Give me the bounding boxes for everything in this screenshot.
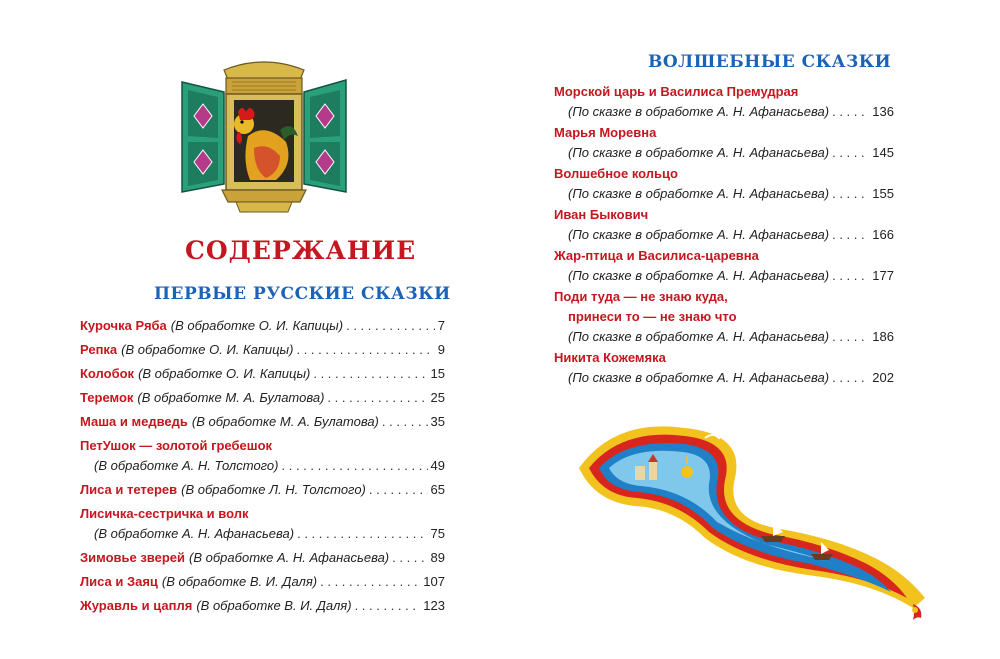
toc-entry[interactable] (80, 572, 445, 592)
flying-carpet-icon (575, 408, 935, 620)
entry-title: Зимовье зверей (80, 550, 186, 565)
dot-leader (355, 596, 421, 616)
dot-leader (832, 327, 869, 347)
page-number: 49 (430, 458, 445, 473)
entry-note: (В обработке О. И. Капицы) (138, 366, 311, 381)
entry-note: (По сказке в обработке А. Н. Афанасьева) (568, 186, 830, 201)
entry-note: (По сказке в обработке А. Н. Афанасьева) (568, 227, 830, 242)
entry-note: (В обработке М. А. Булатова) (191, 414, 379, 429)
page-number: 186 (872, 329, 894, 344)
toc-entry[interactable] (554, 246, 894, 286)
entry-note: (В обработке О. И. Капицы) (170, 318, 344, 333)
entry-note: (В обработке М. А. Булатова) (137, 390, 325, 405)
entry-title: ПетУшок — золотой гребешок (80, 438, 273, 453)
entry-title: Лиса и тетерев (80, 482, 178, 497)
dot-leader (296, 340, 434, 360)
entry-title: Морской царь и Василиса Премудрая (554, 84, 799, 99)
dot-leader (282, 456, 428, 476)
entry-note: (По сказке в обработке А. Н. Афанасьева) (568, 329, 830, 344)
toc-entry[interactable] (80, 436, 445, 476)
toc-entry[interactable] (80, 412, 445, 432)
entry-title: Поди туда — не знаю куда, (554, 289, 728, 304)
entry-note: (В обработке Л. Н. Толстого) (181, 482, 366, 497)
dot-leader (832, 225, 869, 245)
dot-leader (320, 572, 420, 592)
section-title-first-tales: ПЕРВЫЕ РУССКИЕ СКАЗКИ (154, 284, 451, 304)
toc-entry[interactable] (554, 82, 894, 122)
entry-note: (В обработке В. И. Даля) (196, 598, 352, 613)
dot-leader (832, 184, 869, 204)
toc-entry[interactable] (554, 205, 894, 245)
toc-entry[interactable] (80, 548, 445, 568)
toc-entry[interactable] (80, 316, 445, 336)
page-number: 7 (437, 318, 445, 333)
rooster-in-window-icon (176, 52, 352, 216)
entry-title: Марья Моревна (554, 125, 657, 140)
page-number: 136 (872, 104, 894, 119)
entry-note: (По сказке в обработке А. Н. Афанасьева) (568, 370, 830, 385)
toc-entry[interactable] (554, 123, 894, 163)
toc-entry[interactable] (80, 596, 445, 616)
toc-list-magic-tales (554, 82, 894, 389)
entry-note: (В обработке А. Н. Афанасьева) (189, 550, 390, 565)
entry-title: Жар-птица и Василиса-царевна (554, 248, 759, 263)
entry-title: Лисичка-сестричка и волк (80, 506, 249, 521)
dot-leader (313, 364, 427, 384)
entry-title: Курочка Ряба (80, 318, 167, 333)
toc-entry[interactable] (80, 364, 445, 384)
toc-entry[interactable] (80, 504, 445, 544)
entry-note: (В обработке А. Н. Афанасьева) (94, 526, 295, 541)
entry-note: (По сказке в обработке А. Н. Афанасьева) (568, 145, 830, 160)
toc-entry[interactable] (80, 340, 445, 360)
page-number: 89 (430, 550, 445, 565)
entry-title-line2: принеси то — не знаю что (568, 309, 737, 324)
entry-title: Лиса и Заяц (80, 574, 158, 589)
page-number: 177 (872, 268, 894, 283)
page-number: 202 (872, 370, 894, 385)
dot-leader (392, 548, 427, 568)
dot-leader (832, 266, 869, 286)
entry-note: (В обработке В. И. Даля) (161, 574, 318, 589)
entry-title: Иван Быкович (554, 207, 649, 222)
page-number: 155 (872, 186, 894, 201)
entry-title: Теремок (80, 390, 134, 405)
entry-note: (По сказке в обработке А. Н. Афанасьева) (568, 268, 830, 283)
entry-title: Журавль и цапля (80, 598, 193, 613)
entry-note: (В обработке О. И. Капицы) (121, 342, 294, 357)
dot-leader (346, 316, 435, 336)
page-number: 65 (430, 482, 445, 497)
dot-leader (369, 480, 428, 500)
dot-leader (832, 368, 869, 388)
dot-leader (832, 143, 869, 163)
page-number: 15 (430, 366, 445, 381)
page-number: 166 (872, 227, 894, 242)
page-number: 9 (437, 342, 445, 357)
entry-title: Репка (80, 342, 118, 357)
entry-note: (По сказке в обработке А. Н. Афанасьева) (568, 104, 830, 119)
entry-title: Волшебное кольцо (554, 166, 678, 181)
entry-title: Маша и медведь (80, 414, 188, 429)
page-number: 123 (423, 598, 445, 613)
entry-title: Колобок (80, 366, 135, 381)
toc-entry[interactable] (554, 164, 894, 204)
page-number: 145 (872, 145, 894, 160)
entry-note: (В обработке А. Н. Толстого) (94, 458, 279, 473)
page-number: 107 (423, 574, 445, 589)
page-number: 35 (430, 414, 445, 429)
section-title-magic-tales: ВОЛШЕБНЫЕ СКАЗКИ (648, 52, 892, 72)
toc-entry[interactable] (554, 287, 894, 347)
dot-leader (382, 412, 428, 432)
dot-leader (327, 388, 427, 408)
dot-leader (297, 524, 427, 544)
entry-title: Никита Кожемяка (554, 350, 666, 365)
page-number: 75 (430, 526, 445, 541)
toc-entry[interactable] (554, 348, 894, 388)
contents-heading: СОДЕРЖАНИЕ (185, 236, 417, 265)
toc-entry[interactable] (80, 480, 445, 500)
toc-entry[interactable] (80, 388, 445, 408)
toc-list-first-tales (80, 316, 445, 620)
page-number: 25 (430, 390, 445, 405)
dot-leader (832, 102, 869, 122)
